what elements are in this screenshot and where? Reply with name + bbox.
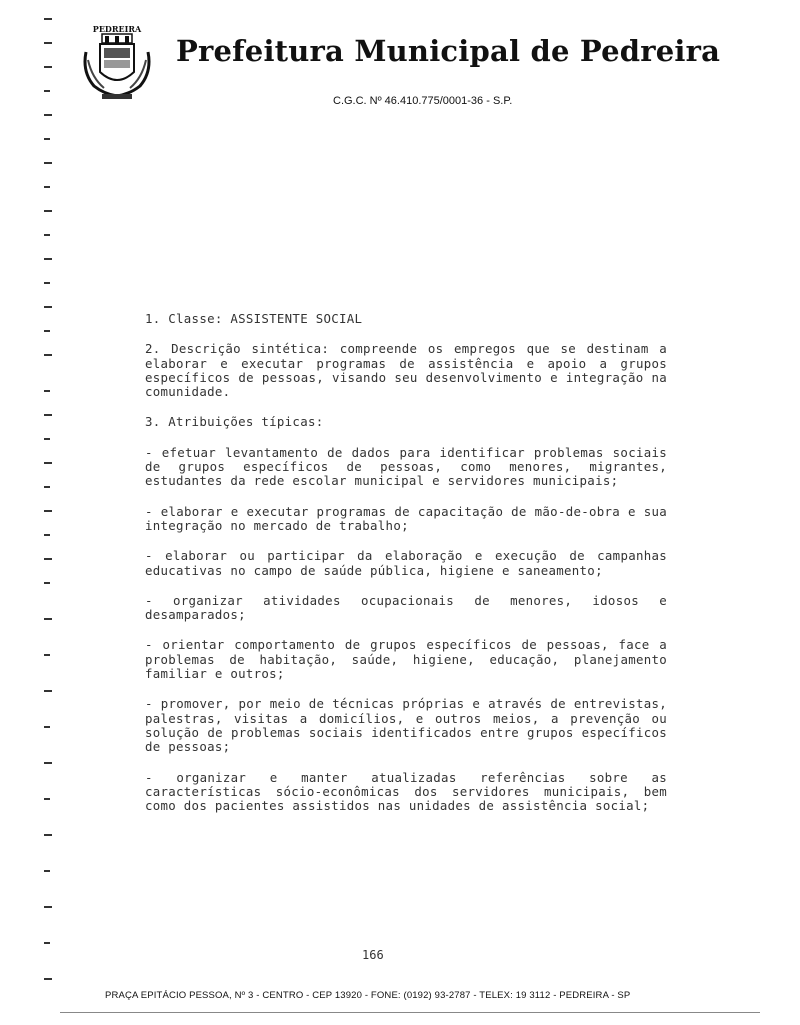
list-item: - efetuar levantamento de dados para identificar problemas sociais de grupos específicos de pessoas, como menores, migrantes, estudantes da rede escolar municipal e servidores municipais; bbox=[145, 444, 667, 489]
footer-address: PRAÇA EPITÁCIO PESSOA, Nº 3 - CENTRO - CEP 13920 - FONE: (0192) 93-2787 - TELEX: 19 3112 - PEDREIRA - SP bbox=[105, 990, 631, 1001]
crest-text: PEDREIRA bbox=[92, 24, 142, 34]
list-item: - elaborar ou participar da elaboração e execução de campanhas educativas no campo de saúde pública, higiene e saneamento; bbox=[145, 548, 667, 578]
binding-margin-marks bbox=[44, 18, 54, 1008]
atribuicoes-heading: 3. Atribuições típicas: bbox=[145, 414, 324, 430]
list-item: - organizar atividades ocupacionais de menores, idosos e desamparados; bbox=[145, 592, 667, 623]
document-body bbox=[145, 312, 667, 829]
cgc-number: C.G.C. Nº 46.410.775/0001-36 - S.P. bbox=[333, 95, 513, 107]
bottom-divider bbox=[60, 1012, 760, 1013]
list-item: - promover, por meio de técnicas próprias e através de entrevistas, palestras, visitas a domicílios, e outros meios, a prevenção ou solução de problemas sociais identificados entre grupos específicos de pessoas; bbox=[145, 696, 667, 755]
page-title: Prefeitura Municipal de Pedreira bbox=[176, 34, 721, 68]
list-item: - orientar comportamento de grupos específicos de pessoas, face a problemas de habitação, saúde, higiene, educação, planejamento familiar e outros; bbox=[145, 637, 667, 682]
list-item: - elaborar e executar programas de capacitação de mão-de-obra e sua integração no mercado de trabalho; bbox=[145, 503, 667, 533]
list-item: - organizar e manter atualizadas referências sobre as características sócio-econômicas dos servidores municipais, bem como dos pacientes assistidos nas unidades de assistência social; bbox=[145, 769, 667, 814]
municipal-crest-icon bbox=[78, 22, 156, 104]
page-number: 166 bbox=[362, 948, 384, 962]
descricao-paragraph: 2. Descrição sintética: compreende os empregos que se destinam a elaborar e executar programas de assistência e apoio a grupos específicos de pessoas, visando seu desenvolvimento e integração na comunidade. bbox=[145, 341, 667, 400]
classe-heading: 1. Classe: ASSISTENTE SOCIAL bbox=[145, 311, 363, 326]
